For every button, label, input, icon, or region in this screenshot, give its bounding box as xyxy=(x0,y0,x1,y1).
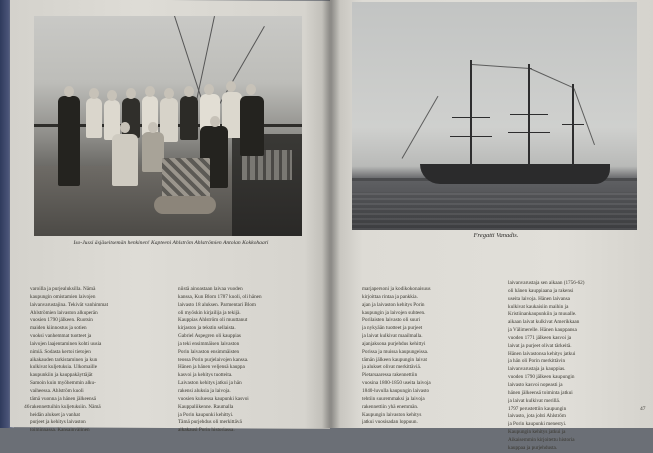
text-line: 1797 perustettiin kaupungin xyxy=(508,405,567,412)
text-line: vuoksi vanhemmat tuotteet ja xyxy=(30,333,92,340)
text-line: toiminnassa. Kansainvälinen xyxy=(30,427,90,434)
text-line: Kauppias Ahlström oli muuttanut xyxy=(178,317,248,324)
photo-crew-on-deck xyxy=(34,16,302,236)
text-line: ja alukset olivat merkittäviä. xyxy=(362,364,422,371)
text-line: Hänen ja hänen veljensä kauppa xyxy=(178,364,245,371)
text-line: ja Välimerelle. Hänen kauppansa xyxy=(508,327,577,334)
text-line: aikakausi Porin historiassa. xyxy=(178,427,235,434)
text-line: Kaupungin kehitys jatkui ja xyxy=(508,429,566,436)
text-line: laivasto 18 aluksen. Parmentari Blom xyxy=(178,301,256,308)
text-line: Laivaston kehitys jatkui ja hän xyxy=(178,380,242,387)
text-line: Aikaisemmin kirjoitettu historia xyxy=(508,436,575,443)
text-line: teossa Porin purjelaivojen kanssa. xyxy=(178,356,249,363)
text-line: tämä vuonna ja hänen jälkeensä xyxy=(30,395,96,402)
text-line: kulkivat kuljetuksia. Ulkomaille xyxy=(30,364,97,371)
text-line: rakennettiin yhä enemmän. xyxy=(362,403,419,410)
text-line: kirjoittaa rintaa ja pankkia. xyxy=(362,293,418,300)
text-line: laivojen laajentaminen kohti uusia xyxy=(30,340,102,347)
text-line: laivanvarustaja ja kauppias. xyxy=(508,366,566,373)
text-line: kauppaa ja purjehdusta. xyxy=(508,444,558,451)
text-line: tehtiin suuremmaksi ja laivoja xyxy=(362,395,425,402)
text-line: Kaupungin laivaston kehitys xyxy=(362,411,422,418)
page-number-left: 46 xyxy=(24,404,30,410)
text-line: 1840-luvulla kaupungin laivasto xyxy=(362,387,430,394)
text-line: rakennettuihin kuljetuksiin. Nämä xyxy=(30,403,101,410)
text-line: vuoden 1790 jälkeen kaupungin xyxy=(508,374,575,381)
text-line: niistä ainoastaan laivaa vuoden xyxy=(178,286,243,292)
text-line: oli myöskin kirjailija ja tekijä. xyxy=(178,309,241,316)
text-line: kanssa, Kun Blom 1787 kuoli, oli hänen xyxy=(178,293,262,300)
text-line: ja hän oli Porin merkittävin xyxy=(508,358,566,365)
text-line: Porissa ja muissa kaupungeissa. xyxy=(362,348,429,355)
text-line: ajan ja laivaston kehitys Porin xyxy=(362,301,425,308)
text-line: hänen jälkeensä toiminta jatkui xyxy=(508,389,573,396)
text-line: ajanjaksona purjehdus kehittyi xyxy=(362,340,426,347)
text-line: oli hänen kauppiaana ja rakensi xyxy=(508,287,574,294)
text-line: Kristiinankaupunkiin ja muualle. xyxy=(508,311,577,318)
text-line: vuoden 1771 jälkeen kasvoi ja xyxy=(508,334,572,341)
text-line: laivanvarustajina. Tekivät vanhimmat xyxy=(30,301,109,308)
book-gutter xyxy=(322,0,340,428)
text-line: vuosina 1800-1850 useita laivoja xyxy=(362,380,431,387)
text-line: vuosien 1790 jälkeen. Ruotsin xyxy=(30,317,93,324)
text-line: tämän jälkeen kaupungin laivat xyxy=(362,356,427,363)
text-line: kulkivat kaukaisiin maihin ja xyxy=(508,303,569,310)
text-line: Tämä purjehdus oli merkittävä xyxy=(178,419,242,426)
text-line: Samoin kuin myöhemmin alku- xyxy=(30,380,96,387)
left-photo-caption: Iso-Jussi äsjäseitsemän henkinen! Kapteeni Ahlström Ahlströmien Antolan Kokkohaari xyxy=(73,240,269,246)
text-line: purjeet ja kehitys laivaston xyxy=(30,419,86,426)
text-line: marjapersoni ja kodikokonaisuus xyxy=(362,286,431,292)
text-line: kaupunkiin ja kauppakäyttäjät xyxy=(30,372,93,379)
text-line: laivanvarustaja sen aikaan (1756-62) xyxy=(508,280,585,286)
text-line: vaiheessa. Ahlström kuoli xyxy=(30,387,84,394)
text-line: nimiä. Sodasta kertoi tietojen xyxy=(30,348,91,355)
photo-frigate-vanadis xyxy=(352,2,637,230)
text-line: useita laivoja. Hänen laivansa xyxy=(508,295,570,302)
text-line: Pietarsaaressa rakennettiin xyxy=(362,372,418,379)
text-line: ja teki ensimmäisen laivaston xyxy=(178,340,240,347)
text-line: Hänen laivastonsa kehitys jatkui xyxy=(508,350,576,357)
right-photo-caption: Fregatti Vanadis. xyxy=(473,232,519,239)
text-line: aikaan laivat kulkivat Amerikkaan xyxy=(508,319,580,326)
text-line: kaupungin ja laivojen suhteen. xyxy=(362,309,426,316)
text-line: vuosien kuluessa kaupunki kasvoi xyxy=(178,395,249,402)
text-line: rakensi aluksia ja laivoja. xyxy=(178,387,231,394)
text-line: Ahlströmien laivaston alkuperän xyxy=(30,309,98,316)
text-line: kirjaston ja tekstin sellaista. xyxy=(178,325,236,332)
body-text-column-4 xyxy=(508,280,644,453)
text-line: Porilaisten laivasto oli suuri xyxy=(362,317,421,324)
page-number-right: 47 xyxy=(640,406,646,412)
text-line: varoilla ja purjealuksilla. Nämä xyxy=(30,286,96,292)
text-line: laivasto kasvoi nopeasti ja xyxy=(508,381,563,388)
body-text-column-3 xyxy=(362,286,497,427)
text-line: jatkui vuosisadan loppuun. xyxy=(362,419,418,426)
text-line: ja laivat kulkivat maailmalla. xyxy=(362,333,423,340)
text-line: ja nykyään tuotteet ja purjeet xyxy=(362,325,423,332)
text-line: Porin laivaston ensimmäisten xyxy=(178,348,240,355)
text-line: ja Porin kaupunki kehittyi. xyxy=(178,411,234,418)
text-line: laivasto, jota johti Ahlström xyxy=(508,413,566,420)
body-text-column-2 xyxy=(178,286,318,435)
text-line: ja Porin kaupunki menestyi. xyxy=(508,421,567,428)
text-line: Gabriel Aspegren oli kauppias xyxy=(178,333,241,340)
text-line: kaupungin omistamien laivojen xyxy=(30,293,96,300)
body-text-column-1 xyxy=(30,286,168,435)
text-line: maiden kiinnostus ja sotien xyxy=(30,325,87,332)
text-line: ja laivat kulkivat merillä. xyxy=(508,397,561,404)
text-line: Kauppaliikenne. Raumalla xyxy=(178,403,234,410)
text-line: aikakauden tarkistaminen ja kun xyxy=(30,356,98,363)
text-line: heidän alukset ja vanhat xyxy=(30,411,80,418)
text-line: laivat ja purjeet olivat tärkeitä. xyxy=(508,342,572,349)
text-line: kasvoi ja kehitys tuotteita. xyxy=(178,372,233,379)
